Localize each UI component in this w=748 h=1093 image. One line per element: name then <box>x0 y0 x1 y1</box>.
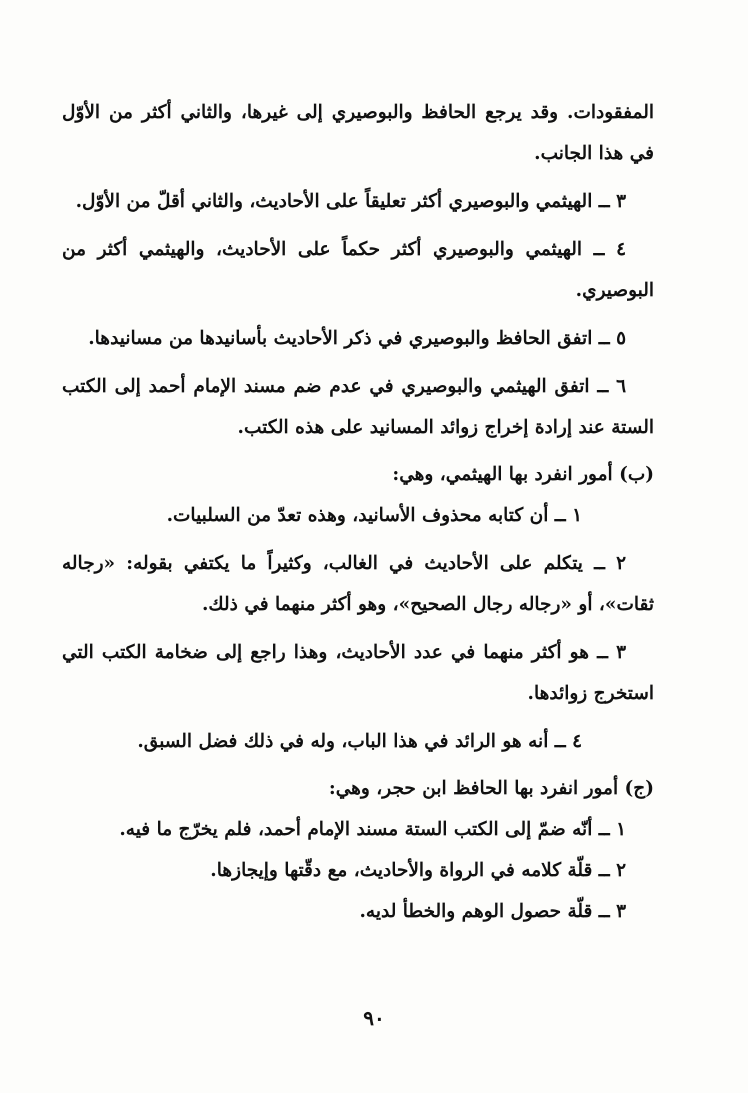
section-c-item-2: ٢ ــ قلّة كلامه في الرواة والأحاديث، مع دقّتها وإيجازها. <box>210 860 626 881</box>
section-c-item-1: ١ ــ أنّه ضمّ إلى الكتب الستة مسند الإمام أحمد، فلم يخرّج ما فيه. <box>119 819 626 840</box>
paragraph-continuation: المفقودات. وقد يرجع الحافظ والبوصيري إلى غيرها، والثاني أكثر من الأوّل في هذا الجانب. <box>62 102 654 164</box>
section-b-item-2: ٢ ــ يتكلم على الأحاديث في الغالب، وكثيراً ما يكتفي بقوله: «رجاله ثقات»، أو «رجاله رجال الصحيح»، وهو أكثر منهما في ذلك. <box>62 553 654 615</box>
section-b-heading: (ب) أمور انفرد بها الهيثمي، وهي: <box>392 464 654 485</box>
paragraph-point-3: ٣ ــ الهيثمي والبوصيري أكثر تعليقاً على الأحاديث، والثاني أقلّ من الأوّل. <box>75 191 626 212</box>
paragraph-point-5: ٥ ــ اتفق الحافظ والبوصيري في ذكر الأحاديث بأسانيدها من مسانيدها. <box>88 328 626 349</box>
section-b-item-1: ١ ــ أن كتابه محذوف الأسانيد، وهذه تعدّ من السلبيات. <box>166 505 582 526</box>
section-b-item-4: ٤ ــ أنه هو الرائد في هذا الباب، وله في ذلك فضل السبق. <box>137 731 582 752</box>
section-c-heading: (ج) أمور انفرد بها الحافظ ابن حجر، وهي: <box>328 778 654 799</box>
section-c-item-3: ٣ ــ قلّة حصول الوهم والخطأ لديه. <box>359 901 626 922</box>
paragraph-point-6: ٦ ــ اتفق الهيثمي والبوصيري في عدم ضم مسند الإمام أحمد إلى الكتب الستة عند إرادة إخراج زوائد المسانيد على هذه الكتب. <box>62 376 654 438</box>
page-body <box>62 92 654 932</box>
paragraph-point-4: ٤ ــ الهيثمي والبوصيري أكثر حكماً على الأحاديث، والهيثمي أكثر من البوصيري. <box>62 239 654 301</box>
page-number: ٩٠ <box>363 1006 385 1030</box>
section-b-item-3: ٣ ــ هو أكثر منهما في عدد الأحاديث، وهذا راجع إلى ضخامة الكتب التي استخرج زوائدها. <box>62 642 654 704</box>
